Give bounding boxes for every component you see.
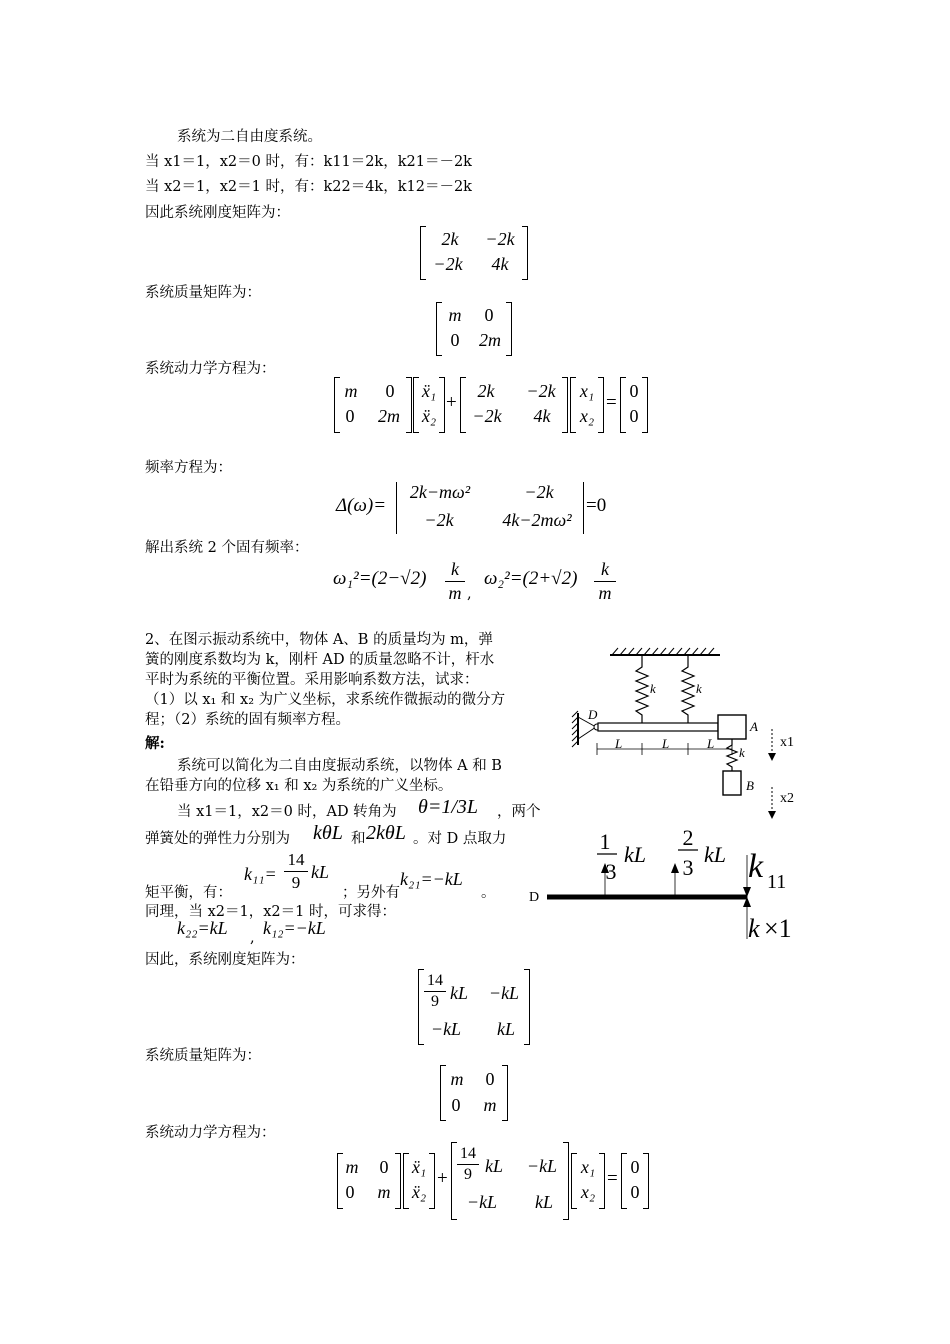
k11-fraction: 14 9 xyxy=(284,850,308,893)
eq2-m21: 0 xyxy=(345,1182,355,1202)
fbd-force-2-head xyxy=(671,863,679,873)
mm2-m21: 0 xyxy=(451,1095,461,1115)
x1-label: x1 xyxy=(780,735,794,750)
frequency-eq-zero: =0 xyxy=(586,495,607,516)
eq2-m12: 0 xyxy=(379,1157,389,1177)
fbd-f1-num: 1 xyxy=(599,829,611,854)
eq1-k11: 2k xyxy=(477,381,495,401)
eq2-k11: kL xyxy=(485,1156,503,1176)
mass-matrix-2 xyxy=(440,1065,508,1121)
solution-line2: 在铅垂方向的位移 x₁ 和 x₂ 为系统的广义坐标。 xyxy=(145,778,453,794)
eq1-z2: 0 xyxy=(629,406,639,426)
eq2-z2: 0 xyxy=(630,1182,640,1202)
line-frequency-title: 频率方程为： xyxy=(145,460,232,476)
spring-2-label: k xyxy=(696,681,702,696)
sm2-k21: −kL xyxy=(430,1019,462,1039)
eq2-fraction: 14 9 xyxy=(457,1145,479,1184)
eq1-xdd2: ẍ₂ xyxy=(421,406,437,426)
equals-eq2: = xyxy=(607,1168,618,1189)
solution-line3a: 当 x1＝1，x2＝0 时，AD 转角为 xyxy=(177,804,397,820)
solution-line4a: 弹簧处的弹性力分别为 xyxy=(145,831,290,847)
eq2-k22: kL xyxy=(535,1192,553,1212)
eq2-x2: x₂ xyxy=(580,1182,596,1202)
frequency-determinant xyxy=(396,480,584,536)
eq1-k12: −2k xyxy=(526,381,556,401)
k22-expr: k₂₂=kL xyxy=(177,918,228,938)
eq1-m12: 0 xyxy=(385,381,395,401)
k-m22: 4k xyxy=(491,254,509,274)
k11-kL: kL xyxy=(311,862,329,882)
label-A: A xyxy=(750,719,758,734)
fbd-kx1-k: k xyxy=(748,914,760,943)
eq2-k12: −kL xyxy=(526,1156,558,1176)
stiffness-matrix-2 xyxy=(418,969,530,1045)
mass-B xyxy=(723,771,741,795)
solution-line5c: 。 xyxy=(481,885,496,901)
eq1-xdd1: ẍ₁ xyxy=(421,381,437,401)
stiffness-matrix-eq1 xyxy=(460,377,568,433)
mm2-m12: 0 xyxy=(485,1069,495,1089)
label-B: B xyxy=(746,778,754,793)
mass-matrix-1 xyxy=(436,302,512,356)
det-m11: 2k−mω² xyxy=(409,482,471,502)
sm2-k22: kL xyxy=(497,1019,515,1039)
zero-vector-eq2 xyxy=(621,1153,649,1209)
eq2-z1: 0 xyxy=(630,1157,640,1177)
mass-m11: m xyxy=(448,305,462,325)
eq1-x1: x₁ xyxy=(579,381,595,401)
eq2-x1: x₁ xyxy=(580,1157,596,1177)
plus-eq2: + xyxy=(437,1168,448,1189)
problem2-line2: 簧的刚度系数均为 k，刚杆 AD 的质量忽略不计，杆水 xyxy=(145,652,495,668)
two-k-theta-L: 2kθL xyxy=(366,822,406,844)
solution-line4c: 。对 D 点取力 xyxy=(413,831,507,847)
sm2-k12: −kL xyxy=(488,983,520,1003)
eq1-m21: 0 xyxy=(345,406,355,426)
solution-heading: 解: xyxy=(145,735,165,752)
label-D: D xyxy=(588,707,598,722)
accel-vector-eq2 xyxy=(403,1153,435,1209)
stiffness-matrix-eq2 xyxy=(451,1142,569,1220)
disp-vector-eq1 xyxy=(570,377,604,433)
eq1-z1: 0 xyxy=(629,381,639,401)
mass-m21: 0 xyxy=(450,330,460,350)
fbd-f1-kL: kL xyxy=(624,842,646,867)
sm2-fraction: 14 9 xyxy=(424,972,446,1011)
fbd-f2-kL: kL xyxy=(704,842,726,867)
k-m11: 2k xyxy=(441,229,459,249)
k-theta-L: kθL xyxy=(313,822,343,844)
solution-line8: 系统质量矩阵为： xyxy=(145,1048,261,1064)
comma-1: , xyxy=(467,586,472,602)
det-m22: 4k−2mω² xyxy=(502,510,572,530)
mass-matrix-eq2 xyxy=(337,1153,401,1209)
k11-lhs: k₁₁= xyxy=(244,864,277,884)
eq1-k22: 4k xyxy=(533,406,551,426)
accel-vector-eq1 xyxy=(413,377,445,433)
solution-line6: 同理，当 x2＝1，x2＝1 时，可求得： xyxy=(145,904,396,920)
x1-arrowhead xyxy=(768,753,776,761)
spring-2 xyxy=(682,655,694,723)
solution-line5a: 矩平衡，有： xyxy=(145,885,232,901)
det-m12: −2k xyxy=(524,482,554,502)
eq2-m11: m xyxy=(345,1157,359,1177)
line-dynamics-title: 系统动力学方程为： xyxy=(145,361,276,377)
mm2-m11: m xyxy=(450,1069,464,1089)
eq2-m22: m xyxy=(377,1182,391,1202)
mechanism-figure xyxy=(570,645,830,835)
line-solve-title: 解出系统 2 个固有频率： xyxy=(145,540,309,556)
solution-line4b: 和 xyxy=(351,831,366,847)
eq2-xdd1: ẍ₁ xyxy=(411,1157,427,1177)
fbd-f2-num: 2 xyxy=(682,825,694,850)
spring-3-label: k xyxy=(739,745,745,760)
fbd-label-D: D xyxy=(529,890,540,905)
zero-vector-eq1 xyxy=(620,377,648,433)
det-m21: −2k xyxy=(424,510,454,530)
solution-line7: 因此，系统刚度矩阵为： xyxy=(145,952,305,968)
solution-line1: 系统可以简化为二自由度振动系统，以物体 A 和 B xyxy=(177,758,502,774)
sm2-k11: kL xyxy=(450,983,468,1003)
line-case2: 当 x2＝1，x2＝1 时，有：k22＝4k，k12＝－2k xyxy=(145,179,472,195)
omega1-expr: ω₁²=(2−√2) xyxy=(333,568,427,589)
eq1-x2: x₂ xyxy=(579,406,595,426)
k-m21: −2k xyxy=(433,254,463,274)
dim-L-3: L xyxy=(707,736,715,751)
problem2-line5: 程；（2）系统的固有频率方程。 xyxy=(145,712,350,728)
fbd-k11-k: k xyxy=(748,848,764,885)
solution-line9: 系统动力学方程为： xyxy=(145,1125,276,1141)
eq1-k21: −2k xyxy=(472,406,502,426)
eq1-m11: m xyxy=(344,381,358,401)
equals-eq1: = xyxy=(606,392,617,413)
mm2-m22: m xyxy=(483,1095,497,1115)
problem2-line3: 平时为系统的平衡位置。采用影响系数方法，试求： xyxy=(145,672,479,688)
fbd-kx1-times: ×1 xyxy=(764,914,792,943)
eq2-k21: −kL xyxy=(466,1192,498,1212)
free-body-diagram xyxy=(525,825,825,945)
spring-1 xyxy=(636,655,648,723)
problem2-line4: （1）以 x₁ 和 x₂ 为广义坐标，求系统作微振动的微分方 xyxy=(145,692,506,708)
plus-eq1: + xyxy=(446,392,457,413)
stiffness-matrix-1 xyxy=(420,226,528,280)
ceiling-hatch xyxy=(610,648,720,655)
k-m12: −2k xyxy=(485,229,515,249)
disp-vector-eq2 xyxy=(571,1153,605,1209)
x2-label: x2 xyxy=(780,791,794,806)
problem2-line1: 2、在图示振动系统中，物体 A、B 的质量均为 m，弹 xyxy=(145,632,493,648)
mass-m22: 2m xyxy=(479,330,501,350)
rigid-rod-AD xyxy=(598,723,718,731)
fbd-k11-sub: 11 xyxy=(767,871,787,893)
line-case1: 当 x1＝1，x2＝0 时，有：k11＝2k，k21＝－2k xyxy=(145,154,472,170)
fbd-f1-den: 3 xyxy=(605,859,617,884)
dim-L-2: L xyxy=(662,736,670,751)
line-stiffness-title: 因此系统刚度矩阵为： xyxy=(145,205,290,221)
comma-2: , xyxy=(250,930,255,946)
eq1-m22: 2m xyxy=(378,406,400,426)
dim-L-1: L xyxy=(615,736,623,751)
mass-m12: 0 xyxy=(484,305,494,325)
k21-expr: k₂₁=−kL xyxy=(400,869,463,889)
frequency-delta: Δ(ω)= xyxy=(336,495,387,516)
solution-line5b: ；另外有 xyxy=(342,885,400,901)
x2-arrowhead xyxy=(768,811,776,819)
eq2-xdd2: ẍ₂ xyxy=(411,1182,427,1202)
omega2-ratio: k m xyxy=(594,559,616,604)
omega2-expr: ω₂²=(2+√2) xyxy=(484,568,578,589)
spring-1-label: k xyxy=(650,681,656,696)
line-dof: 系统为二自由度系统。 xyxy=(177,129,322,145)
omega1-ratio: k m xyxy=(445,559,465,604)
theta-expr: θ=1/3L xyxy=(418,796,478,818)
solution-line3b: ，两个 xyxy=(497,804,541,820)
fbd-f2-den: 3 xyxy=(682,855,694,880)
line-mass-title: 系统质量矩阵为： xyxy=(145,285,261,301)
k12-expr: k₁₂=−kL xyxy=(263,918,326,938)
mass-A xyxy=(718,715,746,739)
mass-matrix-eq1 xyxy=(334,377,412,433)
